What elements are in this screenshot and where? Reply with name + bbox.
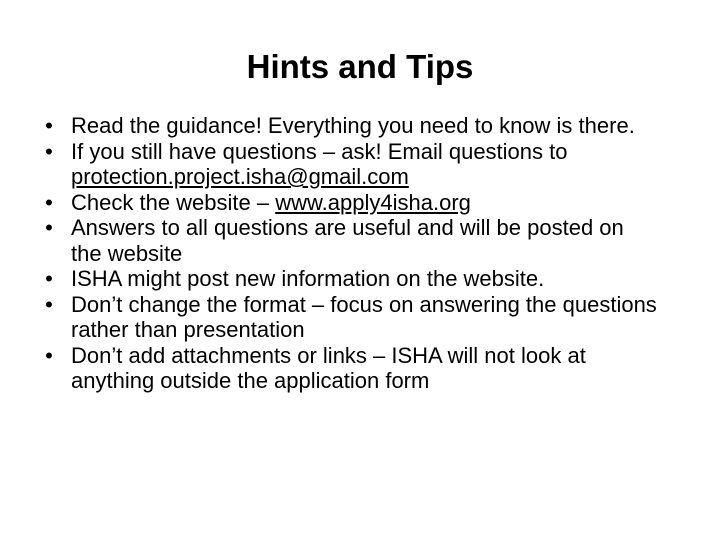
bullet-text: ISHA might post new information on the website. — [71, 266, 545, 291]
bullet-dot-icon: • — [45, 215, 53, 240]
bullet-item-format — [0, 292, 720, 343]
bullet-item-website — [0, 190, 720, 216]
bullet-item-answers — [0, 215, 720, 266]
bullet-text — [71, 190, 660, 216]
bullet-text-prefix: If you still have questions – ask! Email questions to — [71, 138, 568, 164]
website-link[interactable]: www.apply4isha.org — [275, 189, 471, 215]
bullet-text — [71, 139, 660, 190]
bullet-dot-icon: • — [45, 266, 53, 291]
bullet-text: Don’t add attachments or links – ISHA will not look at anything outside the application form — [71, 342, 586, 393]
bullet-item-guidance — [0, 113, 720, 139]
bullet-item-new-info — [0, 266, 720, 292]
email-link[interactable]: protection.project.isha@gmail.com — [71, 164, 409, 189]
bullet-list — [0, 113, 720, 394]
bullet-dot-icon: • — [45, 189, 53, 215]
bullet-text: Don’t change the format – focus on answering the questions rather than presentation — [71, 291, 657, 342]
bullet-text: Answers to all questions are useful and will be posted on the website — [71, 215, 624, 266]
bullet-dot-icon: • — [45, 342, 53, 368]
bullet-dot-icon: • — [45, 291, 53, 317]
bullet-dot-icon: • — [45, 138, 53, 164]
bullet-dot-icon: • — [45, 113, 53, 138]
slide-title: Hints and Tips — [246, 48, 474, 85]
bullet-text: Read the guidance! Everything you need to know is there. — [71, 113, 635, 138]
bullet-item-attachments — [0, 343, 720, 394]
bullet-item-email — [0, 139, 720, 190]
bullet-text-prefix: Check the website – — [71, 189, 276, 215]
